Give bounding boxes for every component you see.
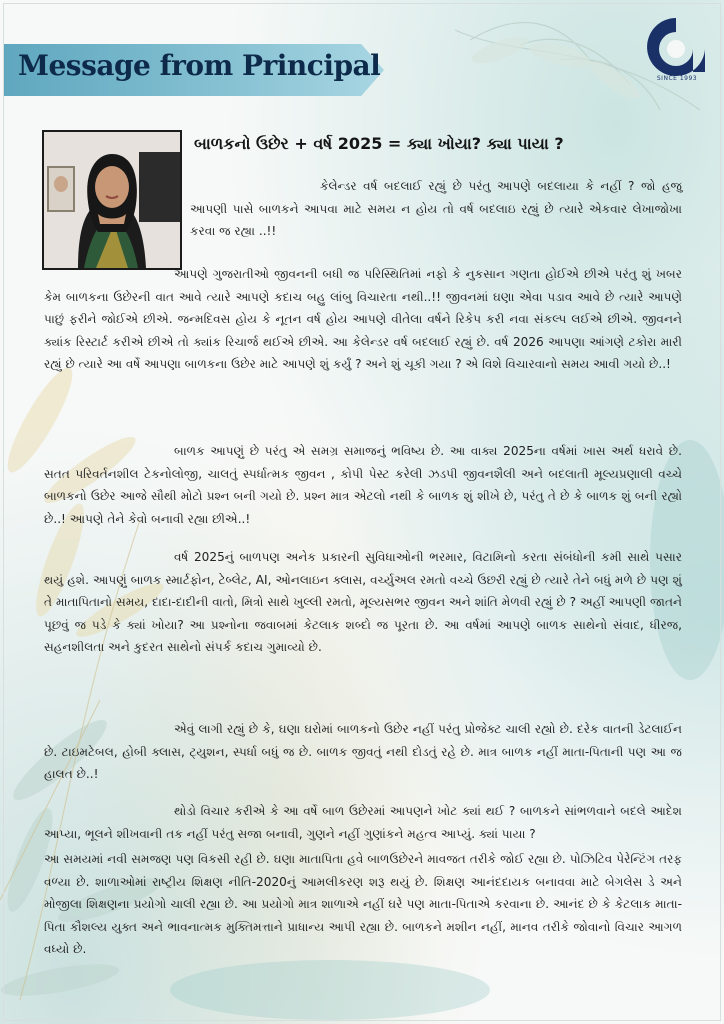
paragraph-3: બાળક આપણું છે પરંતુ એ સમગ્ર સમાજનું ભવિષ્ય છે. આ વાક્ય 2025ના વર્ષમાં ખાસ અર્થ ધરાવે છે. સતત પરિવર્તનશીલ ટેકનોલોજી, ચાલતું સ્પર્ધાત્મક જીવન , કોપી પેસ્ટ કરેલી ઝડપી જીવનશૈલી અને બદલાતી મૂલ્યપ્રણાલી વચ્ચે બાળકનો ઉછેર આજે સૌથી મોટો પ્રશ્ન બની ગયો છે. પ્રશ્ન માત્ર એટલો નથી કે બાળક શું શીખે છે, પરંતુ તે છે કે બાળક શું બની રહ્યો છે..! આપણે તેને કેવો બનાવી રહ્યા છીએ..!	[44, 444, 682, 526]
paragraph-7: આ સમયમાં નવી સમજણ પણ વિકસી રહી છે. ઘણા માતાપિતા હવે બાળઉછેરને માવજત તરીકે જોઈ રહ્યા છે. પોઝિટિવ પેરેન્ટિંગ તરફ વળ્યા છે. શાળાઓમાં રાષ્ટ્રીય શિક્ષણ નીતિ-2020નું આમલીકરણ શરૂ થયું છે. શિક્ષણ આનંદદાયક બનાવવા માટે બેગલેસ ડે અને મોજીલા શિક્ષણના પ્રયોગો ચાલી રહ્યા છે. આ પ્રયોગો માત્ર શાળાએ નહીં ઘરે પણ માતા-પિતાએ કરવાના છે. આનંદ છે કે કેટલાક માતા-પિતા કૌશલ્ય યુક્ત અને ભાવનાત્મક મુક્તિમત્તાને પ્રાધાન્ય આપી રહ્યા છે. બાળકને મશીન નહીં, માનવ તરીકે જોવાનો વિચાર આગળ વધ્યો છે.	[44, 852, 682, 957]
paragraph-6: થોડો વિચાર કરીએ કે આ વર્ષે બાળ ઉછેરમાં આપણને ખોટ ક્યાં થઈ ? બાળકને સાંભળવાને બદલે આદેશ આપ્યા, ભૂલને શીખવાની તક નહીં પરંતુ સજા બનાવી, ગુણને નહીં ગુણાંકને મહત્વ આપ્યું. ક્યાં પાયા ?	[44, 804, 682, 841]
logo-since-text: SINCE 1993	[656, 75, 698, 82]
paragraph-4: વર્ષ 2025નું બાળપણ અનેક પ્રકારની સુવિધાઓની ભરમાર, વિટામિનો કરતા સંબંધોની કમી સાથે પસાર થયું હશે. આપણું બાળક સ્માર્ટફોન, ટેબ્લેટ, AI, ઓનલાઇન ક્લાસ, વર્ચ્યુઅલ રમતો વચ્ચે ઉછરી રહ્યું છે ત્યારે તેને બધું મળે છે પણ શું તે માતાપિતાનો સમય, દાદા-દાદીની વાતો, મિત્રો સાથે ખુલ્લી રમતો, મૂલ્યસભર જીવન અને શાંતિ મેળવી રહ્યું છે ? અહીં આપણી જાતને પૂછવું જ પડે કે ક્યાં ખોયા? આ પ્રશ્નોના જવાબમાં કેટલાક શબ્દો જ પૂરતા છે. આ વર્ષમાં આપણે બાળક સાથેનો સંવાદ, ધીરજ, સહનશીલતા અને કુદરત સાથેનો સંપર્ક કદાચ ગુમાવ્યો છે.	[44, 550, 682, 655]
page-title: Message from Principal	[18, 49, 381, 82]
paragraph-2: આપણે ગુજરાતીઓ જીવનની બધી જ પરિસ્થિતિમાં નફો કે નુકસાન ગણતા હોઈએ છીએ પરંતુ શું ખબર કેમ બાળકના ઉછેરની વાત આવે ત્યારે આપણે કદાચ બહુ લાંબુ વિચારતા નથી..!! જીવનમાં ઘણા એવા પડાવ આવે છે ત્યારે આપણે પાછું ફરીને જોઈએ છીએ. જન્મદિવસ હોય કે નૂતન વર્ષ હોય આપણે વીતેલા વર્ષને રિકેપ કરી નવા સંકલ્પ લઈએ છીએ. જીવનને ક્યાંક રિસ્ટાર્ટ કરીએ છીએ તો ક્યાંક રિચાર્જ થઈએ છીએ. આ કેલેન્ડર વર્ષ બદલાઈ રહ્યું છે. વર્ષ 2026 આપણા આંગણે ટકોરા મારી રહ્યું છે ત્યારે આ વર્ષે આપણા બાળકના ઉછેર માટે આપણે શું કર્યું ? અને શું ચૂકી ગયા ? એ વિશે વિચારવાનો સમય આવી ગયો છે..!	[44, 267, 683, 372]
paragraph-5: એવું લાગી રહ્યું છે કે, ઘણા ઘરોમાં બાળકનો ઉછેર નહીં પરંતુ પ્રોજેક્ટ ચાલી રહ્યો છે. દરેક વાતની ડેટલાઈન છે. ટાઇમટેબલ, હોબી ક્લાસ, ટ્યુશન, સ્પર્ધા બધું જ છે. બાળક જીવતું નથી દોડતું રહે છે. માત્ર બાળક નહીં માતા-પિતાની પણ આ જ હાલત છે..!	[44, 722, 682, 782]
article-title: બાળકનો ઉછેર + વર્ષ 2025 = ક્યા ખોયા? ક્યા પાયા ?	[194, 134, 564, 153]
paragraph-1: કેલેન્ડર વર્ષ બદલાઈ રહ્યું છે પરંતુ આપણે બદલાયા કે નહીં ? જો હજુ આપણી પાસે બાળકને આપવા માટે સમય ન હોય તો વર્ષ બદલાઇ રહ્યું છે ત્યારે એકવાર લેખાજોખા કરવા જ રહ્યા ..!!	[190, 179, 682, 239]
